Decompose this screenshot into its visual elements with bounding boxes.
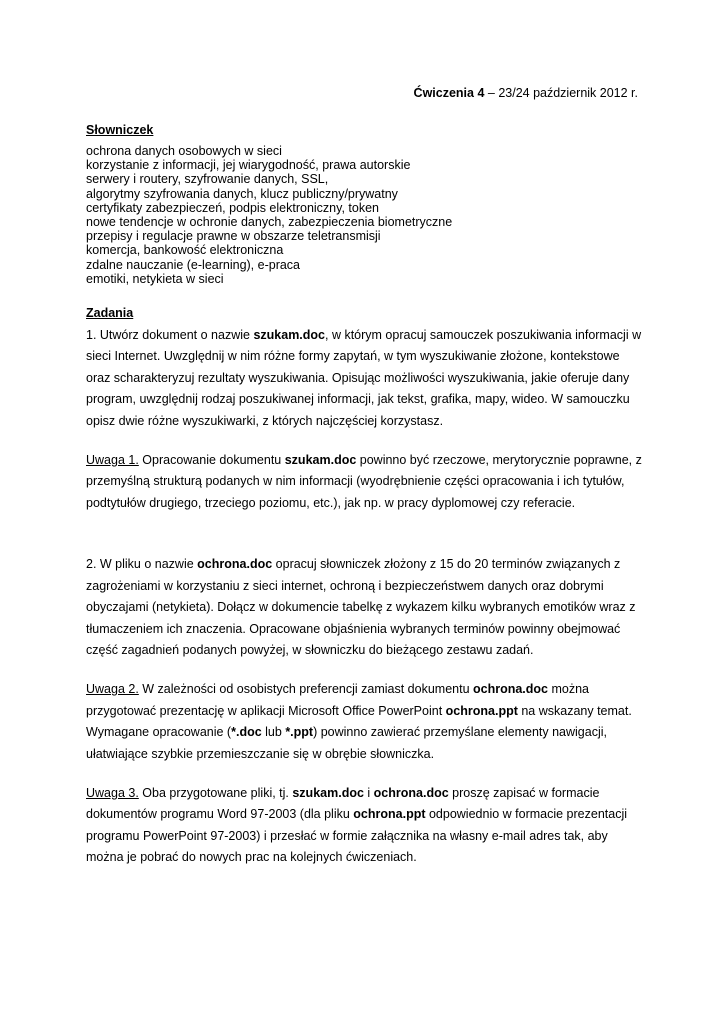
glossary-item: przepisy i regulacje prawne w obszarze teletransmisji <box>86 229 381 244</box>
note-2-text: na wskazany temat. Wymagane opracowanie ( <box>86 703 632 740</box>
glossary-item: algorytmy szyfrowania danych, klucz publiczny/prywatny <box>86 186 398 201</box>
filename: ochrona.doc <box>473 682 549 697</box>
file-extension: *.doc <box>231 725 262 740</box>
document-body <box>86 123 646 869</box>
note-3-text: odpowiednio w formacie prezentacji programu PowerPoint 97-2003) i przesłać w formie załącznika na własny e-mail adres tak, aby można je pobrać do nowych prac na kolejnych ćwiczeniach. <box>86 807 627 865</box>
note-1 <box>86 450 646 514</box>
glossary-list <box>86 144 646 286</box>
task-1-text: 1. Utwórz dokument o nazwie <box>86 328 254 343</box>
note-1-text: powinno być rzeczowe, merytorycznie poprawne, z przemyślną strukturą podanych w nim informacji (wyodrębnienie części opracowania i ich tytułów, podtytułów drugiego, trzeciego poziomu, etc.), jak np. w pracy dyplomowej czy referacie. <box>86 453 642 510</box>
note-2-text: ) powinno zawierać przemyślane elementy nawigacji, ułatwiające szybkie przemieszczanie się w obrębie słowniczka. <box>86 725 607 761</box>
filename: ochrona.ppt <box>445 703 518 718</box>
glossary-item: komercja, bankowość elektroniczna <box>86 243 284 258</box>
document-header <box>414 86 638 101</box>
glossary-item: korzystanie z informacji, jej wiarygodność, prawa autorskie <box>86 158 411 173</box>
task-2-text: opracuj słowniczek złożony z 15 do 20 terminów związanych z zagrożeniami w korzystaniu z sieci internet, ochroną i bezpieczeństwem danych oraz dobrymi obyczajami (netykieta). Dołącz w dokumencie tabelkę z wykazem kilku wybranych emotików wraz z tłumaczeniem ich znaczenia. Opracowane objaśnienia wybranych terminów powinny obejmować część zagadnień podanych powyżej, w słowniczku do bieżącego zestawu zadań. <box>86 557 636 657</box>
task-2 <box>86 554 646 661</box>
filename: ochrona.doc <box>373 785 449 800</box>
header-date: – 23/24 październik 2012 r. <box>484 86 638 100</box>
note-2-text: W zależności od osobistych preferencji zamiast dokumentu <box>138 682 473 697</box>
filename: ochrona.ppt <box>353 807 426 822</box>
note-1-text: Opracowanie dokumentu <box>138 453 285 468</box>
note-label: Uwaga 2. <box>86 682 139 697</box>
header-title: Ćwiczenia 4 <box>413 86 485 100</box>
glossary-item: nowe tendencje w ochronie danych, zabezpieczenia biometryczne <box>86 215 453 230</box>
filename: szukam.doc <box>292 785 364 800</box>
note-3 <box>86 783 646 869</box>
note-2-text: lub <box>261 725 286 740</box>
task-1 <box>86 325 646 432</box>
note-2 <box>86 679 646 765</box>
glossary-item: emotiki, netykieta w sieci <box>86 271 224 286</box>
task-2-text: 2. W pliku o nazwie <box>86 557 198 572</box>
filename: ochrona.doc <box>197 557 273 572</box>
note-label: Uwaga 1. <box>86 453 139 468</box>
note-3-text: proszę zapisać w formacie dokumentów programu Word 97-2003 (dla pliku <box>86 785 600 822</box>
glossary-item: ochrona danych osobowych w sieci <box>86 144 282 158</box>
task-1-text: , w którym opracuj samouczek poszukiwania informacji w sieci Internet. Uwzględnij w nim różne formy zapytań, w tym wyszukiwanie złożone, kontekstowe oraz scharakteryzuj rezultaty wyszukiwania. Opisując możliwości wyszukiwania, jakie oferuje dany program, uwzględnij rodzaj poszukiwanej informacji, jak tekst, grafika, mapy, wideo. W samouczku opisz dwie różne wyszukiwarki, z których najczęściej korzystasz. <box>86 328 642 428</box>
glossary-item: zdalne nauczanie (e-learning), e-praca <box>86 257 301 272</box>
note-3-text: Oba przygotowane pliki, tj. <box>138 785 293 800</box>
note-2-text: można przygotować prezentację w aplikacji Microsoft Office PowerPoint <box>86 682 590 718</box>
filename: szukam.doc <box>284 453 357 468</box>
glossary-item: certyfikaty zabezpieczeń, podpis elektroniczny, token <box>86 200 379 215</box>
glossary-heading: Słowniczek <box>86 123 154 137</box>
note-3-text: i <box>363 785 374 800</box>
glossary-item: serwery i routery, szyfrowanie danych, SSL, <box>86 172 329 187</box>
tasks-heading: Zadania <box>86 306 134 321</box>
note-label: Uwaga 3. <box>86 785 139 800</box>
filename: szukam.doc <box>253 328 326 343</box>
file-extension: *.ppt <box>285 725 314 740</box>
